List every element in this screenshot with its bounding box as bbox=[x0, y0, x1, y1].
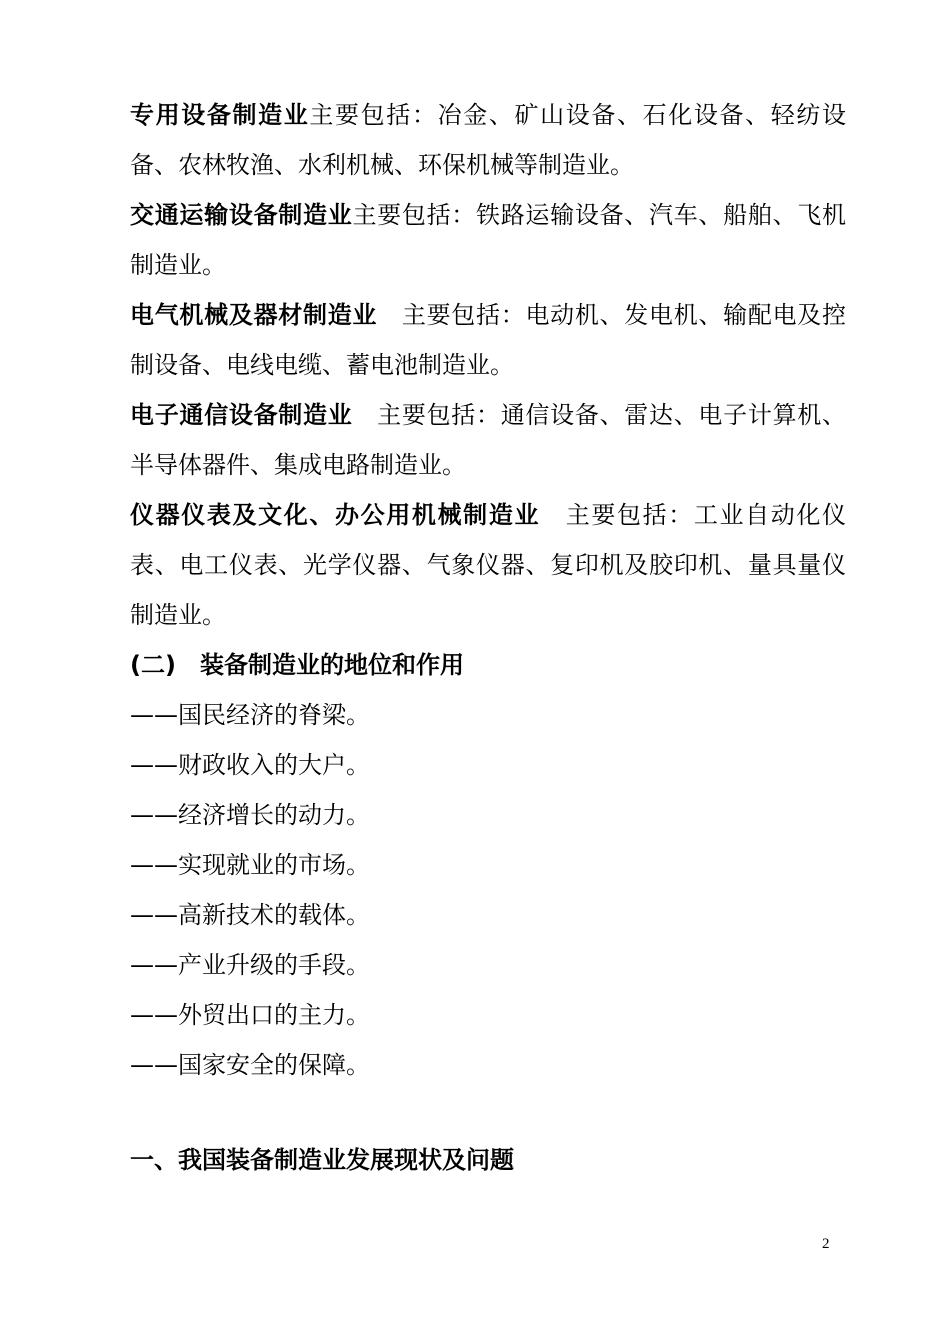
role-item: ——国民经济的脊梁。 bbox=[130, 701, 370, 729]
category-description: 主要包括：冶金、矿山设备、石化设备、轻纺设备、农林牧渔、水利机械、环保机械等制造业。 bbox=[130, 101, 847, 179]
role-item: ——外贸出口的主力。 bbox=[130, 1001, 370, 1029]
category-description: 主要包括：通信设备、雷达、电子计算机、半导体器件、集成电路制造业。 bbox=[130, 401, 847, 479]
subsection-title: 装备制造业的地位和作用 bbox=[200, 651, 464, 679]
category-term: 专用设备制造业 bbox=[130, 101, 310, 129]
category-paragraph bbox=[130, 490, 846, 640]
section-title: 一、我国装备制造业发展现状及问题 bbox=[130, 1146, 514, 1174]
role-item: ——实现就业的市场。 bbox=[130, 851, 370, 879]
category-paragraph bbox=[130, 190, 846, 290]
role-item: ——高新技术的载体。 bbox=[130, 901, 370, 929]
category-paragraph bbox=[130, 390, 846, 490]
page-content bbox=[130, 90, 846, 1090]
roles-list bbox=[130, 690, 846, 1090]
page-number: 2 bbox=[822, 1236, 830, 1252]
category-term: 电子通信设备制造业 bbox=[130, 401, 353, 429]
category-paragraph bbox=[130, 290, 846, 390]
category-term: 仪器仪表及文化、办公用机械制造业 bbox=[130, 501, 541, 529]
role-item: ——财政收入的大户。 bbox=[130, 751, 370, 779]
category-term: 交通运输设备制造业 bbox=[130, 201, 353, 229]
category-description: 主要包括：电动机、发电机、输配电及控制设备、电线电缆、蓄电池制造业。 bbox=[130, 301, 847, 379]
category-description: 主要包括：铁路运输设备、汽车、船舶、飞机制造业。 bbox=[130, 201, 847, 279]
role-item: ——国家安全的保障。 bbox=[130, 1051, 370, 1079]
role-item: ——产业升级的手段。 bbox=[130, 951, 370, 979]
role-item: ——经济增长的动力。 bbox=[130, 801, 370, 829]
subsection-heading bbox=[130, 640, 846, 690]
category-term: 电气机械及器材制造业 bbox=[130, 301, 378, 329]
subsection-number: (二) bbox=[130, 651, 176, 679]
category-paragraph bbox=[130, 90, 846, 190]
category-description: 主要包括：工业自动化仪表、电工仪表、光学仪器、气象仪器、复印机及胶印机、量具量仪制造业。 bbox=[130, 501, 847, 629]
